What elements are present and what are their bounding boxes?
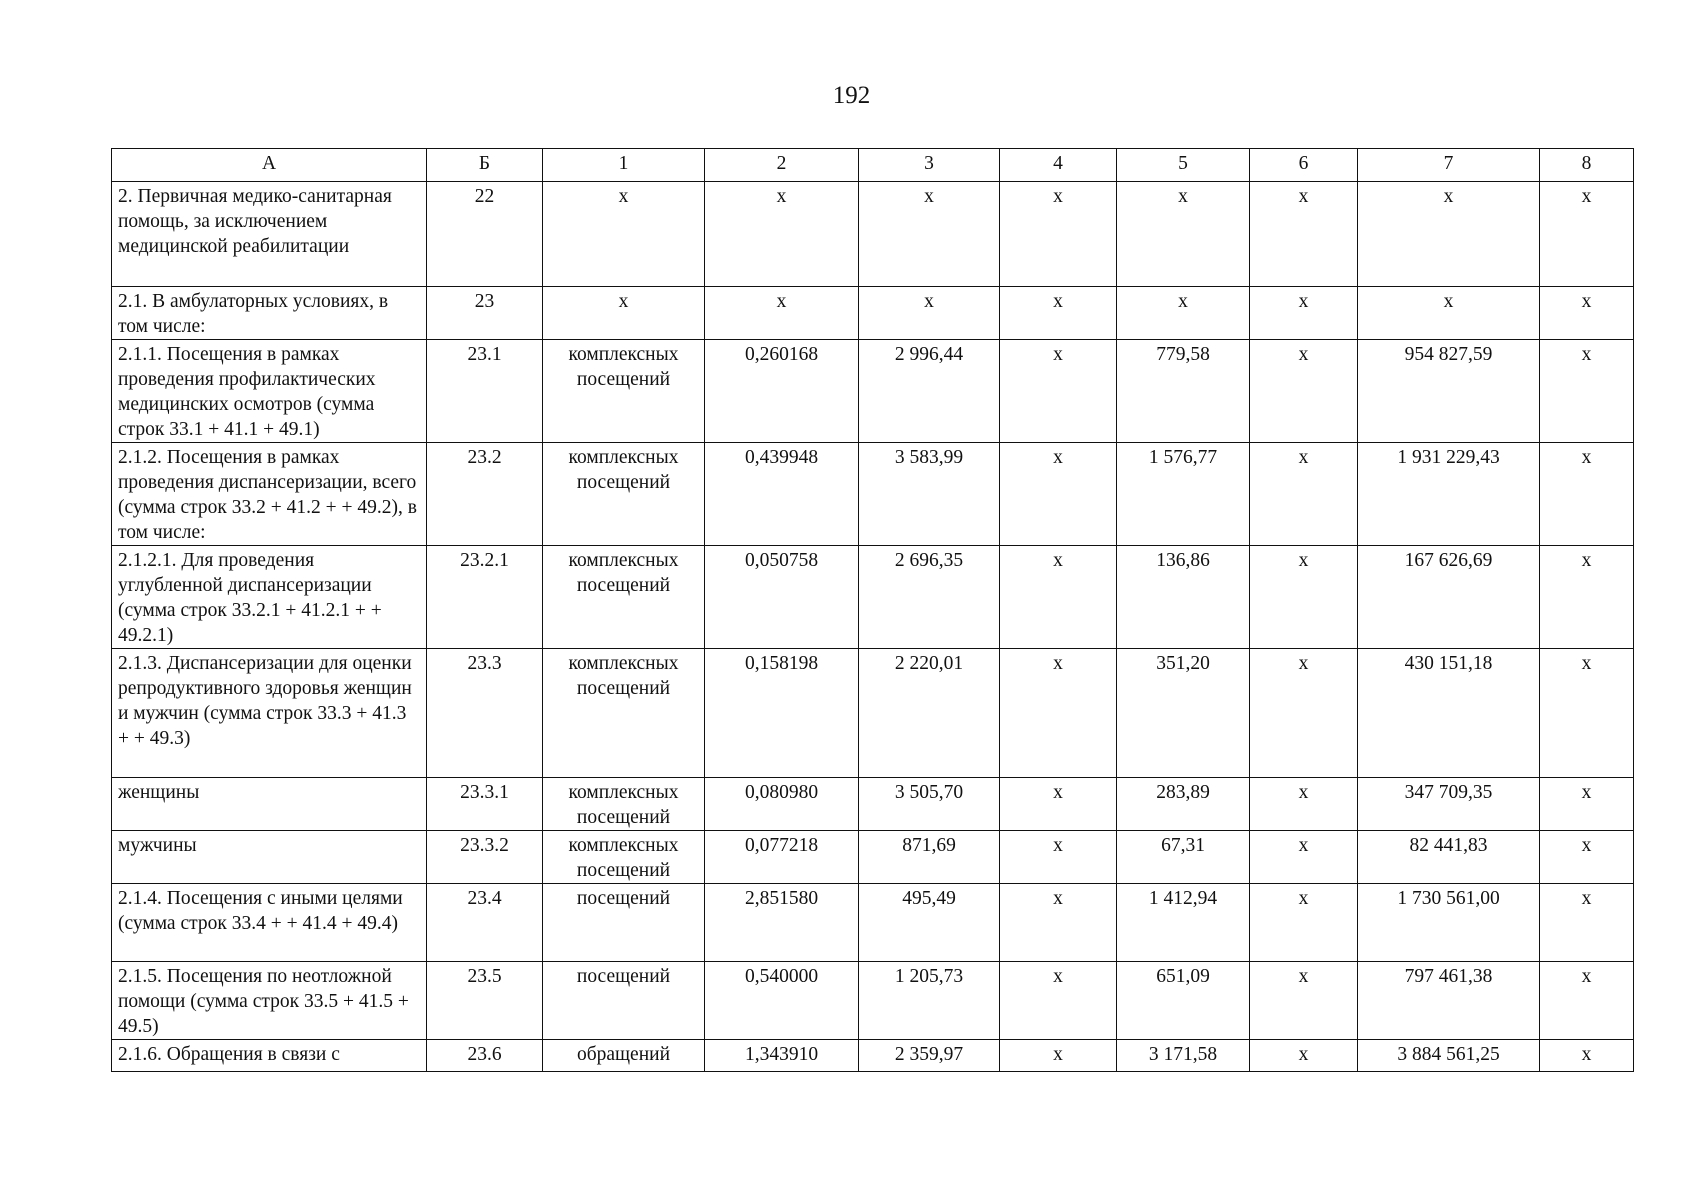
row-code: 23.4 xyxy=(427,884,543,962)
row-label: 2.1.4. Посещения с иными целями (сумма строк 33.4 + + 41.4 + 49.4) xyxy=(112,884,427,962)
table-cell: 779,58 xyxy=(1117,340,1250,443)
table-cell: х xyxy=(1250,884,1358,962)
table-cell: х xyxy=(1540,182,1634,287)
row-label: 2. Первичная медико-санитарная помощь, за исключением медицинской реабилитации xyxy=(112,182,427,287)
table-cell: х xyxy=(1000,287,1117,340)
table-cell: комплексных посещений xyxy=(543,778,705,831)
table-cell: х xyxy=(1250,287,1358,340)
table-row xyxy=(112,340,1634,443)
table-cell: 495,49 xyxy=(859,884,1000,962)
table-cell: 430 151,18 xyxy=(1358,649,1540,778)
table-cell: х xyxy=(859,182,1000,287)
table-cell: 797 461,38 xyxy=(1358,962,1540,1040)
table-row xyxy=(112,546,1634,649)
row-label: 2.1.2.1. Для проведения углубленной диспансеризации (сумма строк 33.2.1 + 41.2.1 + + 49.2.1) xyxy=(112,546,427,649)
row-code: 23.6 xyxy=(427,1040,543,1072)
table-cell: х xyxy=(1540,649,1634,778)
table-row xyxy=(112,962,1634,1040)
table-cell: 283,89 xyxy=(1117,778,1250,831)
table-cell: х xyxy=(1250,1040,1358,1072)
table-cell: посещений xyxy=(543,884,705,962)
table-cell: 3 505,70 xyxy=(859,778,1000,831)
table-row xyxy=(112,443,1634,546)
table-cell: 136,86 xyxy=(1117,546,1250,649)
table-cell: х xyxy=(1540,778,1634,831)
table-cell: х xyxy=(1358,287,1540,340)
table-cell: 3 583,99 xyxy=(859,443,1000,546)
table-cell: х xyxy=(1000,443,1117,546)
table-cell: х xyxy=(1000,831,1117,884)
table-cell: 0,439948 xyxy=(705,443,859,546)
row-code: 23.2 xyxy=(427,443,543,546)
table-row xyxy=(112,649,1634,778)
table-row xyxy=(112,884,1634,962)
row-code: 23.3 xyxy=(427,649,543,778)
table-cell: х xyxy=(1540,831,1634,884)
table-cell: 0,050758 xyxy=(705,546,859,649)
row-label: 2.1.1. Посещения в рамках проведения профилактических медицинских осмотров (сумма строк 33.1 + 41.1 + 49.1) xyxy=(112,340,427,443)
row-label: женщины xyxy=(112,778,427,831)
table-cell: х xyxy=(1250,778,1358,831)
table-cell: х xyxy=(1250,182,1358,287)
table-cell: 1 730 561,00 xyxy=(1358,884,1540,962)
table-cell: х xyxy=(1540,340,1634,443)
table-cell: комплексных посещений xyxy=(543,443,705,546)
table-row xyxy=(112,778,1634,831)
table-cell: х xyxy=(705,182,859,287)
table-cell: обращений xyxy=(543,1040,705,1072)
table-cell: х xyxy=(1540,443,1634,546)
table-cell: х xyxy=(1250,649,1358,778)
table-cell: х xyxy=(1358,182,1540,287)
table-cell: х xyxy=(1250,340,1358,443)
table-cell: х xyxy=(1250,831,1358,884)
table-cell: х xyxy=(1000,340,1117,443)
table-cell: 1 205,73 xyxy=(859,962,1000,1040)
table-cell: 651,09 xyxy=(1117,962,1250,1040)
table-cell: 1,343910 xyxy=(705,1040,859,1072)
table-cell: х xyxy=(1117,287,1250,340)
table-cell: х xyxy=(1000,649,1117,778)
table-cell: х xyxy=(1000,546,1117,649)
table-cell: 2 220,01 xyxy=(859,649,1000,778)
column-header: 5 xyxy=(1117,149,1250,182)
row-code: 22 xyxy=(427,182,543,287)
row-label: 2.1.3. Диспансеризации для оценки репродуктивного здоровья женщин и мужчин (сумма строк 33.3 + 41.3 + + 49.3) xyxy=(112,649,427,778)
table-cell: 0,260168 xyxy=(705,340,859,443)
data-table xyxy=(111,148,1634,1072)
table-row xyxy=(112,287,1634,340)
table-cell: 0,540000 xyxy=(705,962,859,1040)
table-cell: 167 626,69 xyxy=(1358,546,1540,649)
table-cell: х xyxy=(1540,1040,1634,1072)
table-row xyxy=(112,831,1634,884)
table-cell: комплексных посещений xyxy=(543,340,705,443)
table-cell: х xyxy=(543,182,705,287)
column-header: 6 xyxy=(1250,149,1358,182)
row-label: 2.1.5. Посещения по неотложной помощи (сумма строк 33.5 + 41.5 + 49.5) xyxy=(112,962,427,1040)
table-cell: 347 709,35 xyxy=(1358,778,1540,831)
table-cell: 2 359,97 xyxy=(859,1040,1000,1072)
table-cell: х xyxy=(1117,182,1250,287)
row-code: 23.5 xyxy=(427,962,543,1040)
table-cell: 1 931 229,43 xyxy=(1358,443,1540,546)
table-cell: х xyxy=(1540,287,1634,340)
row-label: 2.1.6. Обращения в связи с xyxy=(112,1040,427,1072)
table-cell: 954 827,59 xyxy=(1358,340,1540,443)
table-cell: х xyxy=(1000,1040,1117,1072)
row-label: мужчины xyxy=(112,831,427,884)
table-cell: комплексных посещений xyxy=(543,649,705,778)
table-cell: 0,158198 xyxy=(705,649,859,778)
table-cell: 351,20 xyxy=(1117,649,1250,778)
table-cell: 0,077218 xyxy=(705,831,859,884)
row-code: 23.2.1 xyxy=(427,546,543,649)
table-cell: комплексных посещений xyxy=(543,546,705,649)
table-cell: 1 412,94 xyxy=(1117,884,1250,962)
table-cell: х xyxy=(1000,962,1117,1040)
column-header: 8 xyxy=(1540,149,1634,182)
table-row xyxy=(112,1040,1634,1072)
table-cell: посещений xyxy=(543,962,705,1040)
table-cell: х xyxy=(859,287,1000,340)
table-cell: 67,31 xyxy=(1117,831,1250,884)
table-cell: 0,080980 xyxy=(705,778,859,831)
table-cell: х xyxy=(1250,962,1358,1040)
column-header: 4 xyxy=(1000,149,1117,182)
table-cell: 2 696,35 xyxy=(859,546,1000,649)
row-code: 23.3.1 xyxy=(427,778,543,831)
column-header: 2 xyxy=(705,149,859,182)
row-code: 23 xyxy=(427,287,543,340)
table-cell: х xyxy=(1540,884,1634,962)
table-row xyxy=(112,182,1634,287)
table-cell: 2,851580 xyxy=(705,884,859,962)
column-header: 3 xyxy=(859,149,1000,182)
row-label: 2.1.2. Посещения в рамках проведения диспансеризации, всего (сумма строк 33.2 + 41.2 + + 49.2), в том числе: xyxy=(112,443,427,546)
table-cell: х xyxy=(543,287,705,340)
column-header: 1 xyxy=(543,149,705,182)
table-cell: 1 576,77 xyxy=(1117,443,1250,546)
page-number: 192 xyxy=(832,82,871,109)
table-cell: х xyxy=(1000,884,1117,962)
row-label: 2.1. В амбулаторных условиях, в том числе: xyxy=(112,287,427,340)
table-cell: х xyxy=(1250,443,1358,546)
table-cell: х xyxy=(1250,546,1358,649)
table-cell: 871,69 xyxy=(859,831,1000,884)
table-cell: 3 171,58 xyxy=(1117,1040,1250,1072)
table-cell: х xyxy=(1000,182,1117,287)
table-cell: 2 996,44 xyxy=(859,340,1000,443)
table-cell: 82 441,83 xyxy=(1358,831,1540,884)
table-cell: 3 884 561,25 xyxy=(1358,1040,1540,1072)
row-code: 23.3.2 xyxy=(427,831,543,884)
table-cell: х xyxy=(1540,546,1634,649)
table-cell: х xyxy=(1540,962,1634,1040)
table-cell: х xyxy=(705,287,859,340)
column-header: 7 xyxy=(1358,149,1540,182)
header-row xyxy=(112,149,1634,182)
row-code: 23.1 xyxy=(427,340,543,443)
column-header: А xyxy=(112,149,427,182)
table-cell: комплексных посещений xyxy=(543,831,705,884)
column-header: Б xyxy=(427,149,543,182)
table-cell: х xyxy=(1000,778,1117,831)
